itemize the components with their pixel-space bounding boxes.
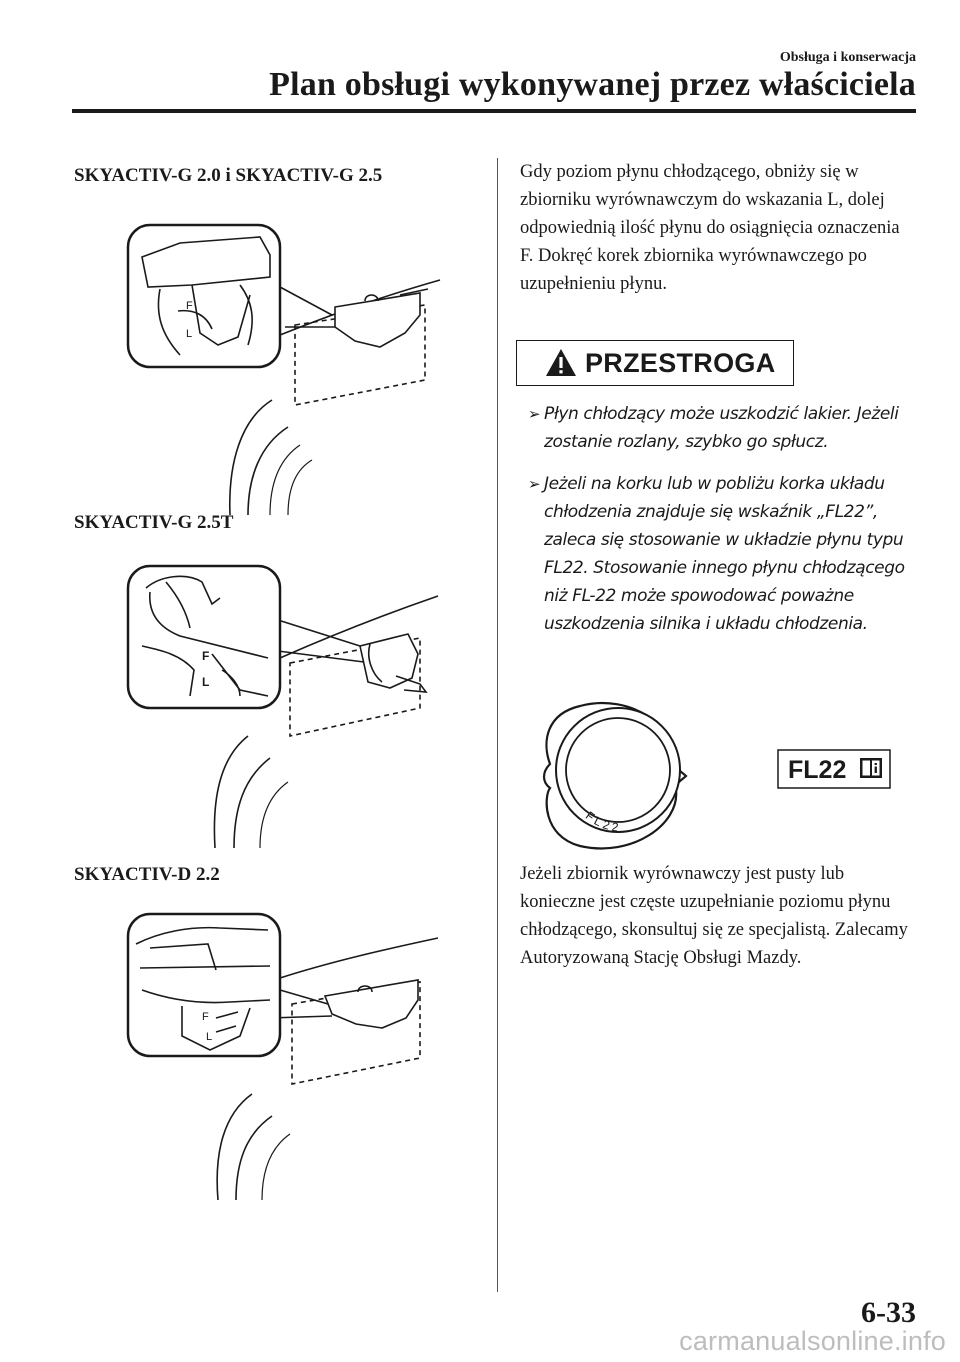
- caution-bullet-2: [528, 470, 920, 638]
- coolant-reservoir-diagram-3: [120, 908, 450, 1200]
- level-mark-l-2: L: [202, 675, 210, 689]
- figure-title-2: SKYACTIV-G 2.5T: [74, 512, 234, 533]
- header-rule: [72, 109, 916, 113]
- page-number: 6-33: [861, 1296, 916, 1329]
- caution-bullet-text: Płyn chłodzący może uszkodzić lakier. Jeżeli zostanie rozlany, szybko go spłucz.: [544, 404, 899, 452]
- level-mark-f-2: F: [202, 649, 210, 663]
- watermark: carmanualsonline.info: [679, 1326, 946, 1356]
- page-title: Plan obsługi wykonywanej przez właściciela: [269, 66, 916, 103]
- header-section: Obsługa i konserwacja: [779, 50, 916, 65]
- figure-title-3: SKYACTIV-D 2.2: [74, 864, 220, 885]
- fl22-label-plate: [778, 750, 890, 788]
- radiator-cap-diagram: [540, 700, 910, 850]
- caution-bullet-text: Jeżeli na korku lub w pobliżu korka układu chłodzenia znajduje się wskaźnik „FL22”, zaleca się stosowanie w układzie płynu typu FL22. Stosowanie innego płynu chłodzącego niż FL-22 może spowodować poważne uszkodzenia silnika i układu chłodzenia.: [544, 474, 905, 634]
- column-divider: [497, 158, 498, 1292]
- caution-box: [516, 340, 794, 386]
- fl22-label: FL22: [788, 756, 847, 784]
- level-mark-f-1: F: [186, 300, 193, 312]
- manual-book-icon: [860, 758, 882, 778]
- outro-paragraph: Jeżeli zbiornik wyrównawczy jest pusty lub konieczne jest częste uzupełnianie poziomu płynu chłodzącego, skonsultuj się ze specjalistą. Zalecamy Autoryzowaną Stację Obsługi Mazdy.: [520, 864, 908, 968]
- caution-label: PRZESTROGA: [585, 348, 776, 378]
- warning-triangle-icon: [545, 348, 577, 378]
- coolant-reservoir-diagram-2: [120, 558, 450, 848]
- bullet-arrow-icon: ➢: [528, 475, 541, 493]
- bullet-arrow-icon: ➢: [528, 405, 541, 423]
- intro-paragraph: Gdy poziom płynu chłodzącego, obniży się w zbiorniku wyrównawczym do wskazania L, dolej odpowiednią ilość płynu do osiągnięcia oznaczenia F. Dokręć korek zbiornika wyrównawczego po uzupełnieniu płynu.: [520, 162, 900, 294]
- caution-bullet-1: [528, 400, 920, 456]
- level-mark-l-1: L: [186, 328, 193, 340]
- coolant-reservoir-diagram-1: [120, 215, 450, 515]
- cap-marking: FL22: [582, 808, 623, 835]
- level-mark-f-3: F: [202, 1011, 209, 1023]
- figure-title-1: SKYACTIV-G 2.0 i SKYACTIV-G 2.5: [74, 165, 383, 186]
- level-mark-l-3: L: [206, 1031, 213, 1043]
